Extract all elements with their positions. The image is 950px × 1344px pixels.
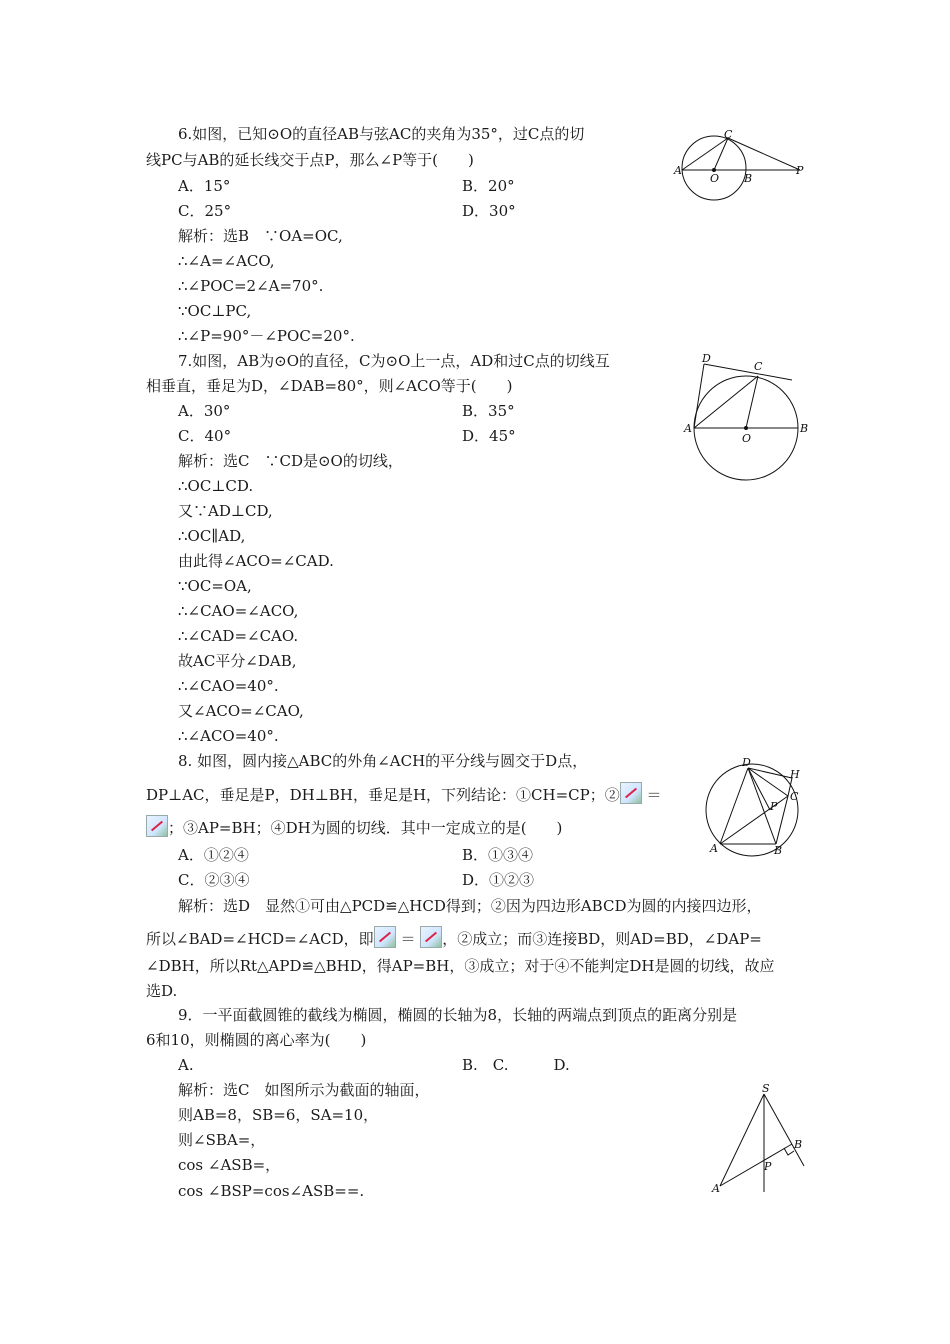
arc-image-icon [146,815,168,837]
q9-figure [708,1082,818,1198]
q6-option-b: B．20° [462,177,515,195]
q8-option-c: C．②③④ [178,871,250,889]
q8-option-b: B．①③④ [462,846,534,864]
q6-option-a: A．15° [178,177,231,195]
q6-label-p: P [796,164,804,177]
q7-solution-6: ∵OC=OA, [178,577,252,595]
q9-option-bcd: B. C. D. [462,1056,570,1074]
q9-solution-1: 解析：选C 如图所示为截面的轴面， [178,1081,430,1099]
q8-stem-line1: 8. 如图，圆内接△ABC的外角∠ACH的平分线与圆交于D点， [178,752,588,770]
q7-label-b: B [800,422,809,435]
q7-solution-5: 由此得∠ACO=∠CAD. [178,552,334,570]
q6-option-c: C．25° [178,202,232,220]
q8-stem-equals: ＝ [646,786,662,804]
q9-label-s: S [762,1082,770,1095]
q8-label-c: C [790,790,799,803]
q9-solution-2: 则AB=8，SB=6，SA=10， [178,1106,379,1124]
q9-solution-5: cos ∠BSP=cos∠ASB==. [178,1182,365,1200]
q7-option-d: D．45° [462,427,516,445]
q6-solution-5: ∴∠P=90°－∠POC=20°. [178,327,355,345]
q6-label-o: O [710,172,720,185]
q7-stem-line2: 相垂直，垂足为D，∠DAB=80°，则∠ACO等于( ) [146,377,513,395]
q7-solution-1: 解析：选C ∵CD是⊙O的切线， [178,452,403,470]
q7-solution-7: ∴∠CAO=∠ACO, [178,602,299,620]
q8-solution-2a: 所以∠BAD=∠HCD=∠ACD，即 [146,930,374,948]
arc-image-icon [420,926,442,948]
q6-solution-2: ∴∠A=∠ACO, [178,252,275,270]
q7-solution-2: ∴OC⊥CD. [178,477,254,495]
q8-option-a: A．①②④ [178,846,249,864]
q9-label-p: P [764,1160,772,1173]
q8-solution-4: 选D. [146,982,178,1000]
q6-label-b: B [744,172,753,185]
q7-figure [680,352,816,482]
q8-solution-3: ∠DBH，所以Rt△APD≌△BHD，得AP=BH，③成立；对于④不能判定DH是圆的切线，故应 [146,957,775,975]
q7-option-c: C．40° [178,427,232,445]
q9-label-b: B [794,1138,803,1151]
q8-label-a: A [710,842,718,855]
q7-option-a: A．30° [178,402,231,420]
q8-solution-2b: ＝ [400,930,416,948]
q8-label-h: H [790,768,800,781]
q6-solution-1: 解析：选B ∵OA=OC, [178,227,343,245]
q9-option-a: A. [178,1056,194,1074]
q7-option-b: B．35° [462,402,515,420]
q8-solution-1: 解析：选D 显然①可由△PCD≌△HCD得到；②因为四边形ABCD为圆的内接四边形， [178,897,762,915]
q8-label-d: D [742,756,751,769]
q6-figure [672,126,812,206]
arc-image-icon [620,782,642,804]
q8-solution-2c: ，②成立；而③连接BD，则AD=BD，∠DAP= [442,930,762,948]
q7-label-o: O [742,432,752,445]
q7-solution-12: ∴∠ACO=40°. [178,727,279,745]
q7-solution-8: ∴∠CAD=∠CAO. [178,627,299,645]
q8-option-d: D．①②③ [462,871,535,889]
arc-image-icon [374,926,396,948]
q7-stem-line1: 7.如图，AB为⊙O的直径，C为⊙O上一点，AD和过C点的切线互 [178,352,610,370]
q8-label-p: P [770,800,778,813]
q8-stem-line3-text: ；③AP=BH；④DH为圆的切线．其中一定成立的是( ) [168,819,563,837]
q9-stem-line1: 9．一平面截圆锥的截线为椭圆，椭圆的长轴为8，长轴的两端点到顶点的距离分别是 [178,1006,738,1024]
q7-solution-4: ∴OC∥AD, [178,527,246,545]
q7-label-d: D [702,352,711,365]
q7-label-c: C [754,360,763,373]
q6-solution-3: ∴∠POC=2∠A=70°. [178,277,324,295]
q8-stem-line2 [146,782,662,805]
q8-stem-line2-text: DP⊥AC，垂足是P，DH⊥BH，垂足是H，下列结论：①CH=CP；② [146,786,620,804]
q7-label-a: A [684,422,692,435]
q6-stem-line1: 6.如图，已知⊙O的直径AB与弦AC的夹角为35°，过C点的切 [178,125,585,143]
q6-stem-line2: 线PC与AB的延长线交于点P，那么∠P等于( ) [146,151,474,169]
q8-stem-line3 [146,815,562,838]
q7-solution-10: ∴∠CAO=40°. [178,677,279,695]
q7-solution-11: 又∠ACO=∠CAO, [178,702,304,720]
q9-solution-4: cos ∠ASB=， [178,1156,281,1174]
q9-label-a: A [712,1182,720,1195]
q7-solution-3: 又∵AD⊥CD, [178,502,273,520]
q6-label-a: A [674,164,682,177]
q6-solution-4: ∵OC⊥PC, [178,302,252,320]
q6-option-d: D．30° [462,202,516,220]
q8-label-b: B [774,844,783,857]
q8-solution-2 [146,926,762,949]
q9-solution-3: 则∠SBA=， [178,1131,266,1149]
q8-figure [700,756,812,860]
q6-label-c: C [724,128,733,141]
q9-stem-line2: 6和10，则椭圆的离心率为( ) [146,1031,367,1049]
q7-solution-9: 故AC平分∠DAB, [178,652,297,670]
